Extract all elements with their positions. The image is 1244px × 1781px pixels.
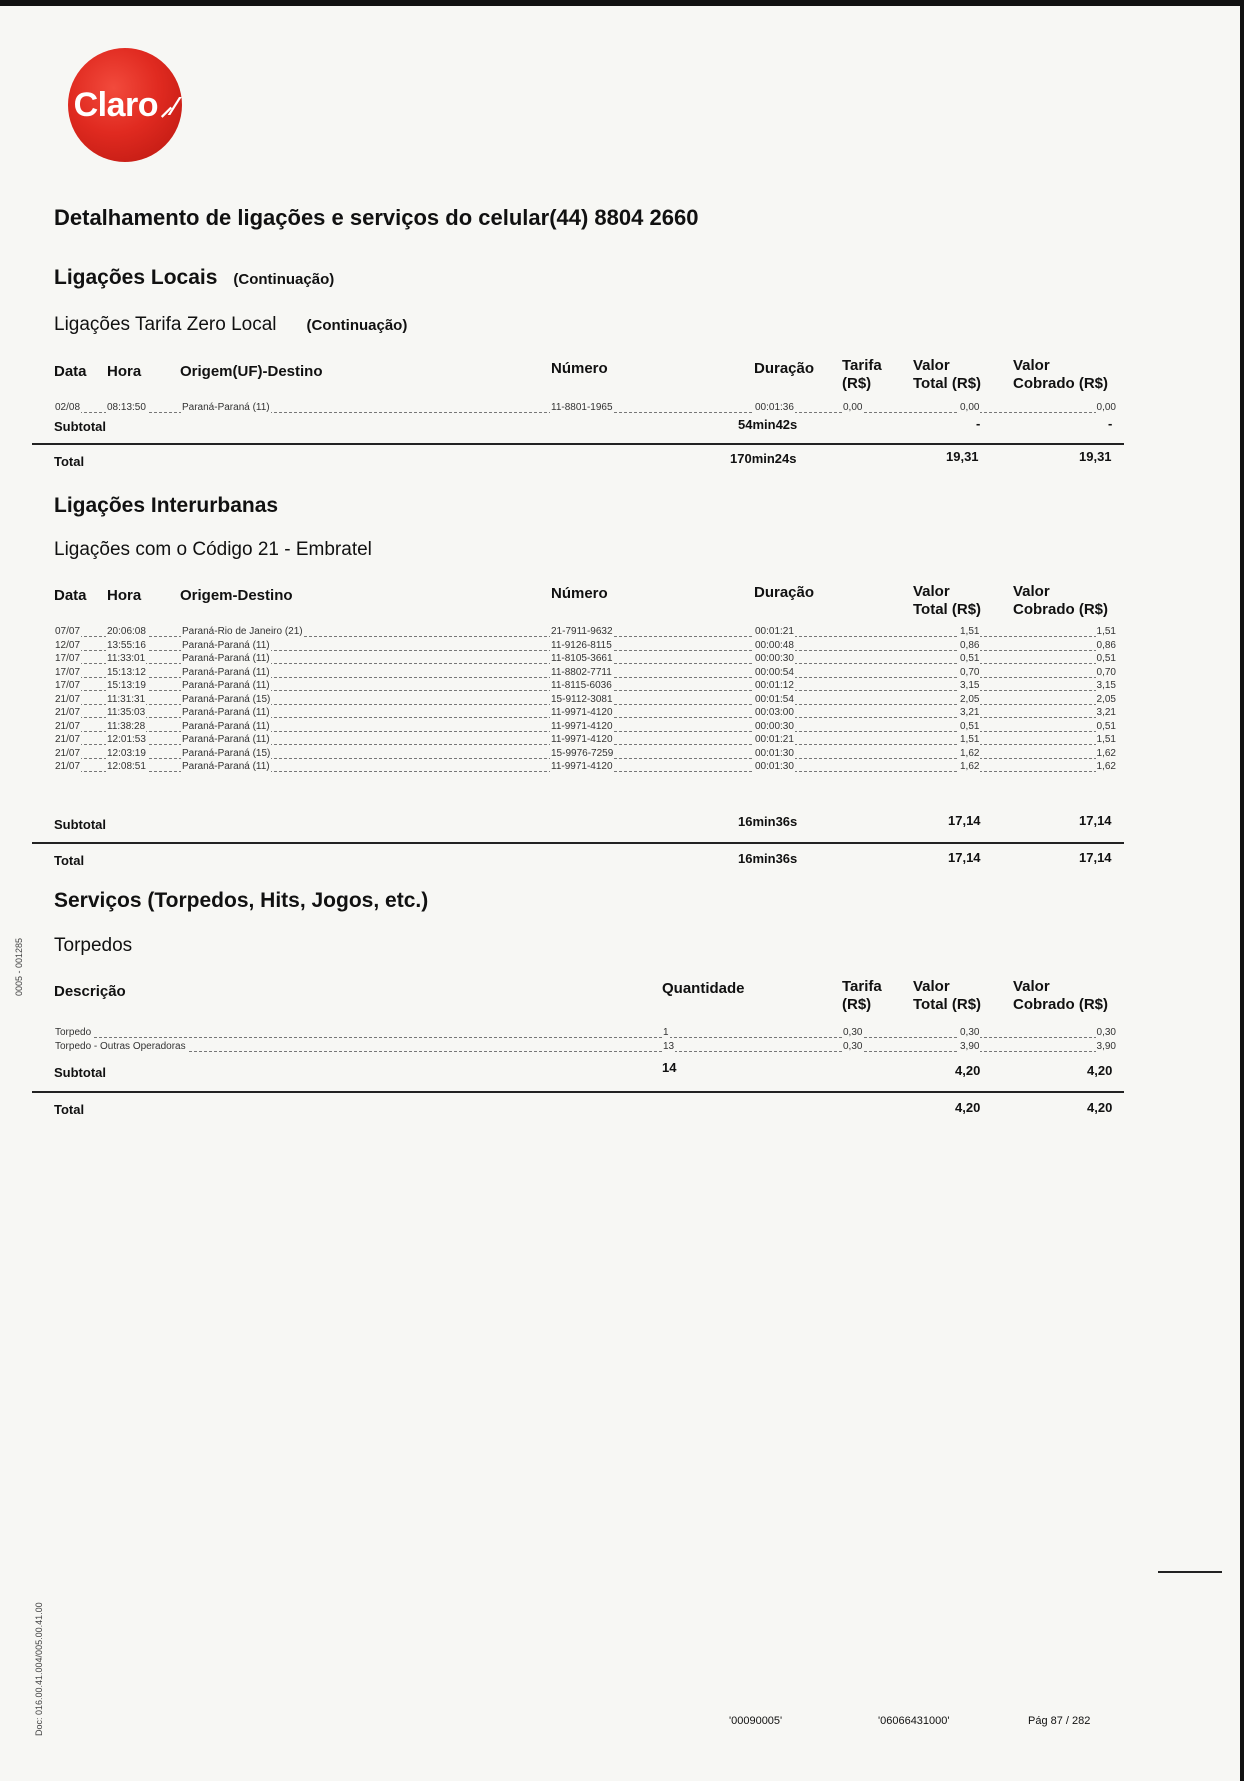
serv-col-tarifa: Tarifa (R$) [842, 978, 882, 1013]
inter-col-data: Data [54, 587, 87, 604]
inter-col-hora: Hora [107, 587, 142, 604]
table-row: 07/07 20:06:08 Paraná-Rio de Janeiro (21) 21-7911-9632 00:01:21 1,51 1,51 [55, 626, 1116, 637]
local-subtotal-label: Subtotal [54, 419, 106, 434]
table-row: 12/07 13:55:16 Paraná-Paraná (11) 11-9126-8115 00:00:48 0,86 0,86 [55, 639, 1116, 651]
table-row: 17/07 11:33:01 Paraná-Paraná (11) 11-8105-3661 00:00:30 0,51 0,51 [55, 653, 1116, 664]
logo-text: Claro [73, 85, 159, 124]
table-row: 02/08 08:13:50 Paraná-Paraná (11) 11-8801-1965 00:01:36 0,00 0,00 0,00 [55, 402, 1116, 413]
inter-col-numero: Número [551, 585, 608, 602]
footer-code-2: '06066431000' [878, 1715, 950, 1727]
local-subtotal-duracao: 54min42s [738, 417, 798, 432]
claro-logo: Claro ⸝⁄ [68, 48, 182, 162]
local-col-data: Data [54, 363, 87, 380]
local-section-note: (Continuação) [233, 271, 335, 288]
inter-subtotal-valor-total: 17,14 [948, 813, 981, 828]
local-col-duracao: Duração [754, 360, 815, 377]
serv-subtotal-quantidade: 14 [662, 1060, 677, 1075]
divider [32, 1091, 1124, 1093]
table-row: 17/07 15:13:12 Paraná-Paraná (11) 11-8802-7711 00:00:54 0,70 0,70 [55, 666, 1116, 678]
inter-total-valor-total: 17,14 [948, 850, 981, 865]
serv-total-valor-cobrado: 4,20 [1087, 1100, 1113, 1115]
interurbanas-subsection-title: Ligações com o Código 21 - Embratel [54, 539, 372, 560]
edge-mark [1158, 1571, 1222, 1573]
invoice-page [0, 6, 1240, 1781]
local-subsection-title: Ligações Tarifa Zero Local [54, 314, 277, 335]
table-row: Torpedo 1 0,30 0,30 0,30 [55, 1027, 1116, 1038]
local-col-numero: Número [551, 360, 608, 377]
page-title: Detalhamento de ligações e serviços do celular(44) 8804 2660 [54, 205, 699, 230]
table-row: 21/07 11:31:31 Paraná-Paraná (15) 15-9112-3081 00:01:54 2,05 2,05 [55, 693, 1116, 705]
local-col-tarifa: Tarifa (R$) [842, 357, 882, 392]
local-subsection-note: (Continuação) [306, 317, 408, 334]
local-total-valor-total: 19,31 [946, 449, 979, 464]
interurbanas-section-title: Ligações Interurbanas [54, 494, 279, 517]
serv-total-valor-total: 4,20 [955, 1100, 981, 1115]
inter-col-origem: Origem-Destino [180, 587, 293, 604]
local-section-heading [54, 266, 334, 290]
inter-total-valor-cobrado: 17,14 [1079, 850, 1112, 865]
inter-total-label: Total [54, 853, 85, 868]
serv-subtotal-valor-total: 4,20 [955, 1063, 981, 1078]
local-col-valor-total: Valor Total (R$) [913, 357, 982, 392]
table-row: 21/07 12:03:19 Paraná-Paraná (15) 15-9976-7259 00:01:30 1,62 1,62 [55, 747, 1116, 759]
inter-subtotal-valor-cobrado: 17,14 [1079, 813, 1112, 828]
footer-code-1: '00090005' [729, 1715, 783, 1727]
servicos-subsection-title: Torpedos [54, 935, 133, 956]
divider [32, 842, 1124, 844]
serv-subtotal-label: Subtotal [54, 1065, 106, 1080]
inter-col-valor-total: Valor Total (R$) [913, 583, 982, 618]
inter-subtotal-duracao: 16min36s [738, 814, 798, 829]
local-col-valor-cobrado: Valor Cobrado (R$) [1013, 357, 1108, 392]
serv-col-descricao: Descrição [54, 983, 126, 1000]
serv-col-valor-total: Valor Total (R$) [913, 978, 982, 1013]
serv-col-quantidade: Quantidade [662, 980, 745, 997]
inter-total-duracao: 16min36s [738, 851, 798, 866]
local-subtotal-valor-total: - [976, 416, 981, 431]
serv-subtotal-valor-cobrado: 4,20 [1087, 1063, 1113, 1078]
local-col-hora: Hora [107, 363, 142, 380]
local-total-duracao: 170min24s [730, 451, 797, 466]
doc-code: Doc: 016.00.41.004/005.00.41.00 [34, 1602, 44, 1736]
local-total-valor-cobrado: 19,31 [1079, 449, 1112, 464]
table-row: 17/07 15:13:19 Paraná-Paraná (11) 11-8115-6036 00:01:12 3,15 3,15 [55, 680, 1116, 691]
footer-page: Pág 87 / 282 [1028, 1715, 1091, 1727]
local-subtotal-valor-cobrado: - [1108, 416, 1113, 431]
inter-subtotal-label: Subtotal [54, 817, 106, 832]
inter-col-valor-cobrado: Valor Cobrado (R$) [1013, 583, 1108, 618]
side-code: 0005 - 001285 [14, 937, 24, 996]
local-col-origem: Origem(UF)-Destino [180, 363, 323, 380]
inter-col-duracao: Duração [754, 584, 815, 601]
table-row: Torpedo - Outras Operadoras 13 0,30 3,90 3,90 [55, 1041, 1116, 1052]
local-section-title: Ligações Locais [54, 266, 218, 289]
divider [32, 443, 1124, 445]
table-row: 21/07 11:38:28 Paraná-Paraná (11) 11-9971-4120 00:00:30 0,51 0,51 [55, 720, 1116, 732]
table-row: 21/07 12:01:53 Paraná-Paraná (11) 11-9971-4120 00:01:21 1,51 1,51 [55, 734, 1116, 745]
local-total-label: Total [54, 454, 85, 469]
serv-col-valor-cobrado: Valor Cobrado (R$) [1013, 978, 1108, 1013]
table-row: 21/07 11:35:03 Paraná-Paraná (11) 11-9971-4120 00:03:00 3,21 3,21 [55, 707, 1116, 718]
serv-total-label: Total [54, 1102, 85, 1117]
local-subsection-heading [54, 314, 407, 336]
table-row: 21/07 12:08:51 Paraná-Paraná (11) 11-9971-4120 00:01:30 1,62 1,62 [55, 761, 1116, 772]
servicos-section-title: Serviços (Torpedos, Hits, Jogos, etc.) [54, 889, 429, 912]
